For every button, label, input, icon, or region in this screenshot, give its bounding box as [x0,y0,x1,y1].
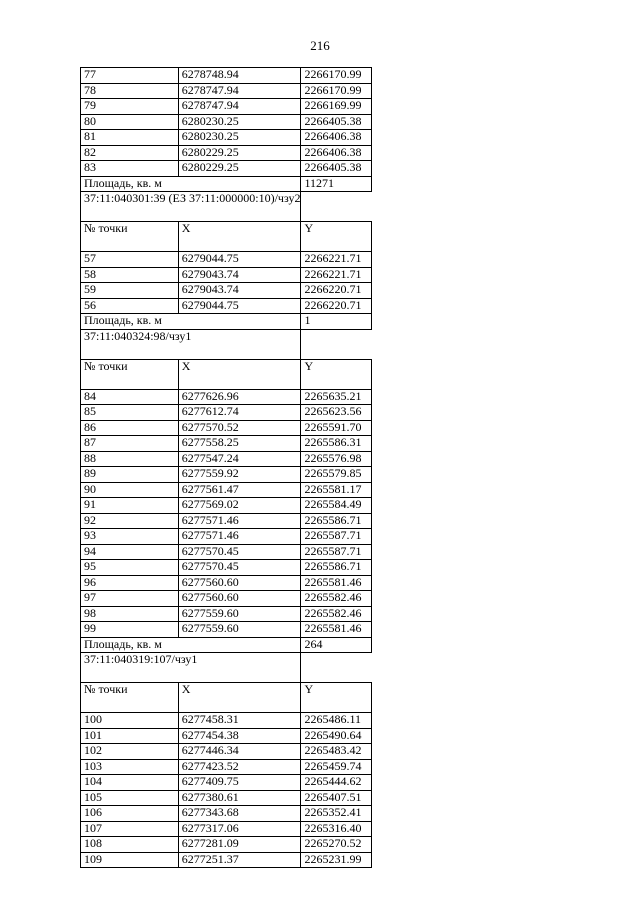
table-row [81,575,372,591]
page-number: 216 [310,38,330,53]
x-coordinate-cell: 6277454.38 [178,728,301,744]
table-row [81,298,372,314]
y-coordinate-cell: 2265582.46 [301,591,372,607]
x-coordinate-cell: 6280229.25 [178,161,301,177]
point-number-cell: 109 [81,852,179,868]
y-header: Y [301,359,372,389]
y-coordinate-cell: 2265444.62 [301,775,372,791]
y-coordinate-cell: 2265587.71 [301,529,372,545]
y-coordinate-cell: 2265316.40 [301,821,372,837]
point-number-cell: 58 [81,267,179,283]
x-coordinate-cell: 6277558.25 [178,436,301,452]
table-row [81,130,372,146]
x-coordinate-cell: 6277380.61 [178,790,301,806]
table-header-row [81,683,372,713]
point-number-cell: 87 [81,436,179,452]
x-coordinate-cell: 6277251.37 [178,852,301,868]
area-value-cell: 11271 [301,176,372,192]
point-number-cell: 79 [81,99,179,115]
parcel-cadastral-number: 37:11:040324:98/чзу1 [81,329,301,359]
table-row [81,560,372,576]
table-row [81,837,372,853]
x-coordinate-cell: 6278747.94 [178,83,301,99]
y-coordinate-cell: 2265490.64 [301,728,372,744]
y-coordinate-cell: 2266406.38 [301,145,372,161]
point-number-cell: 92 [81,513,179,529]
table-row [81,114,372,130]
point-number-cell: 96 [81,575,179,591]
table-row [81,467,372,483]
area-label-cell: Площадь, кв. м [81,314,301,330]
x-coordinate-cell: 6277317.06 [178,821,301,837]
table-row [81,252,372,268]
x-coordinate-cell: 6277559.60 [178,622,301,638]
area-label-cell: Площадь, кв. м [81,176,301,192]
table-row [81,759,372,775]
area-row [81,314,372,330]
point-number-cell: 101 [81,728,179,744]
parcel-cadastral-number: 37:11:040301:39 (ЕЗ 37:11:000000:10)/чзу2 [81,192,301,222]
y-coordinate-cell: 2265483.42 [301,744,372,760]
point-number-cell: 104 [81,775,179,791]
table-row [81,775,372,791]
x-coordinate-cell: 6277547.24 [178,451,301,467]
y-coordinate-cell: 2265486.11 [301,713,372,729]
x-coordinate-cell: 6277570.45 [178,544,301,560]
table-row [81,99,372,115]
point-number-cell: 95 [81,560,179,576]
x-coordinate-cell: 6277560.60 [178,575,301,591]
point-number-cell: 98 [81,606,179,622]
x-coordinate-cell: 6277343.68 [178,806,301,822]
area-row [81,176,372,192]
table-row [81,267,372,283]
x-coordinate-cell: 6277560.60 [178,591,301,607]
y-coordinate-cell: 2265587.71 [301,544,372,560]
point-number-header: № точки [81,359,179,389]
point-number-cell: 105 [81,790,179,806]
point-number-cell: 81 [81,130,179,146]
x-coordinate-cell: 6277559.60 [178,606,301,622]
table-row [81,591,372,607]
x-header: X [178,222,301,252]
point-number-cell: 102 [81,744,179,760]
y-coordinate-cell: 2266406.38 [301,130,372,146]
x-coordinate-cell: 6279043.74 [178,267,301,283]
table-row [81,405,372,421]
x-coordinate-cell: 6279043.74 [178,283,301,299]
y-coordinate-cell: 2266220.71 [301,283,372,299]
x-coordinate-cell: 6277571.46 [178,529,301,545]
y-coordinate-cell: 2265623.56 [301,405,372,421]
x-coordinate-cell: 6277626.96 [178,389,301,405]
point-number-cell: 59 [81,283,179,299]
y-coordinate-cell: 2265579.85 [301,467,372,483]
point-number-cell: 103 [81,759,179,775]
table-row [81,451,372,467]
point-number-header: № точки [81,683,179,713]
table-row [81,606,372,622]
point-number-cell: 84 [81,389,179,405]
table-row [81,544,372,560]
area-label-cell: Площадь, кв. м [81,637,301,653]
x-coordinate-cell: 6277570.45 [178,560,301,576]
table-row [81,283,372,299]
table-row [81,713,372,729]
point-number-cell: 77 [81,68,179,84]
table-row [81,728,372,744]
table-header-row [81,359,372,389]
parcel-cadastral-number: 37:11:040319:107/чзу1 [81,653,301,683]
x-coordinate-cell: 6277571.46 [178,513,301,529]
y-coordinate-cell: 2265407.51 [301,790,372,806]
table-row [81,482,372,498]
y-coordinate-cell: 2265581.46 [301,622,372,638]
table-row [81,389,372,405]
x-coordinate-cell: 6277559.92 [178,467,301,483]
point-number-cell: 57 [81,252,179,268]
y-coordinate-cell: 2265459.74 [301,759,372,775]
x-coordinate-cell: 6277569.02 [178,498,301,514]
y-coordinate-cell: 2266170.99 [301,83,372,99]
x-coordinate-cell: 6277423.52 [178,759,301,775]
x-coordinate-cell: 6279044.75 [178,298,301,314]
y-coordinate-cell: 2265586.71 [301,513,372,529]
y-coordinate-cell: 2266221.71 [301,267,372,283]
point-number-cell: 82 [81,145,179,161]
y-coordinate-cell: 2265584.49 [301,498,372,514]
point-number-cell: 80 [81,114,179,130]
x-coordinate-cell: 6277281.09 [178,837,301,853]
x-coordinate-cell: 6277458.31 [178,713,301,729]
x-header: X [178,683,301,713]
x-coordinate-cell: 6279044.75 [178,252,301,268]
table-row [81,806,372,822]
point-number-cell: 78 [81,83,179,99]
table-row [81,68,372,84]
table-row [81,790,372,806]
y-header: Y [301,683,372,713]
y-coordinate-cell: 2265586.31 [301,436,372,452]
parcel-title-row [81,653,372,683]
x-coordinate-cell: 6280230.25 [178,130,301,146]
point-number-cell: 100 [81,713,179,729]
y-coordinate-cell: 2266170.99 [301,68,372,84]
table-row [81,744,372,760]
x-coordinate-cell: 6277446.34 [178,744,301,760]
point-number-cell: 56 [81,298,179,314]
x-coordinate-cell: 6277409.75 [178,775,301,791]
point-number-cell: 85 [81,405,179,421]
point-number-cell: 107 [81,821,179,837]
point-number-cell: 88 [81,451,179,467]
y-coordinate-cell: 2265581.46 [301,575,372,591]
table-header-row [81,222,372,252]
y-header: Y [301,222,372,252]
x-coordinate-cell: 6277570.52 [178,420,301,436]
point-number-cell: 91 [81,498,179,514]
point-number-cell: 99 [81,622,179,638]
y-coordinate-cell: 2265635.21 [301,389,372,405]
parcel-title-row [81,192,372,222]
y-coordinate-cell: 2265231.99 [301,852,372,868]
point-number-cell: 89 [81,467,179,483]
x-coordinate-cell: 6277561.47 [178,482,301,498]
coordinates-table [80,67,372,868]
table-row [81,821,372,837]
area-value-cell: 1 [301,314,372,330]
y-coordinate-cell: 2266405.38 [301,114,372,130]
x-coordinate-cell: 6278748.94 [178,68,301,84]
x-coordinate-cell: 6278747.94 [178,99,301,115]
y-coordinate-cell: 2266220.71 [301,298,372,314]
area-row [81,637,372,653]
point-number-cell: 108 [81,837,179,853]
table-row [81,529,372,545]
point-number-cell: 106 [81,806,179,822]
y-coordinate-cell: 2265270.52 [301,837,372,853]
y-coordinate-cell: 2266169.99 [301,99,372,115]
table-row [81,622,372,638]
x-coordinate-cell: 6280229.25 [178,145,301,161]
x-coordinate-cell: 6280230.25 [178,114,301,130]
table-row [81,161,372,177]
table-row [81,83,372,99]
y-coordinate-cell: 2265576.98 [301,451,372,467]
table-row [81,852,372,868]
point-number-cell: 97 [81,591,179,607]
x-coordinate-cell: 6277612.74 [178,405,301,421]
y-coordinate-cell: 2265352.41 [301,806,372,822]
point-number-cell: 94 [81,544,179,560]
parcel-title-row [81,329,372,359]
y-coordinate-cell: 2265586.71 [301,560,372,576]
table-row [81,498,372,514]
table-row [81,436,372,452]
table-row [81,420,372,436]
table-row [81,145,372,161]
point-number-cell: 83 [81,161,179,177]
y-coordinate-cell: 2266405.38 [301,161,372,177]
table-row [81,513,372,529]
point-number-header: № точки [81,222,179,252]
point-number-cell: 90 [81,482,179,498]
point-number-cell: 93 [81,529,179,545]
x-header: X [178,359,301,389]
y-coordinate-cell: 2265591.70 [301,420,372,436]
point-number-cell: 86 [81,420,179,436]
y-coordinate-cell: 2265581.17 [301,482,372,498]
y-coordinate-cell: 2266221.71 [301,252,372,268]
area-value-cell: 264 [301,637,372,653]
y-coordinate-cell: 2265582.46 [301,606,372,622]
